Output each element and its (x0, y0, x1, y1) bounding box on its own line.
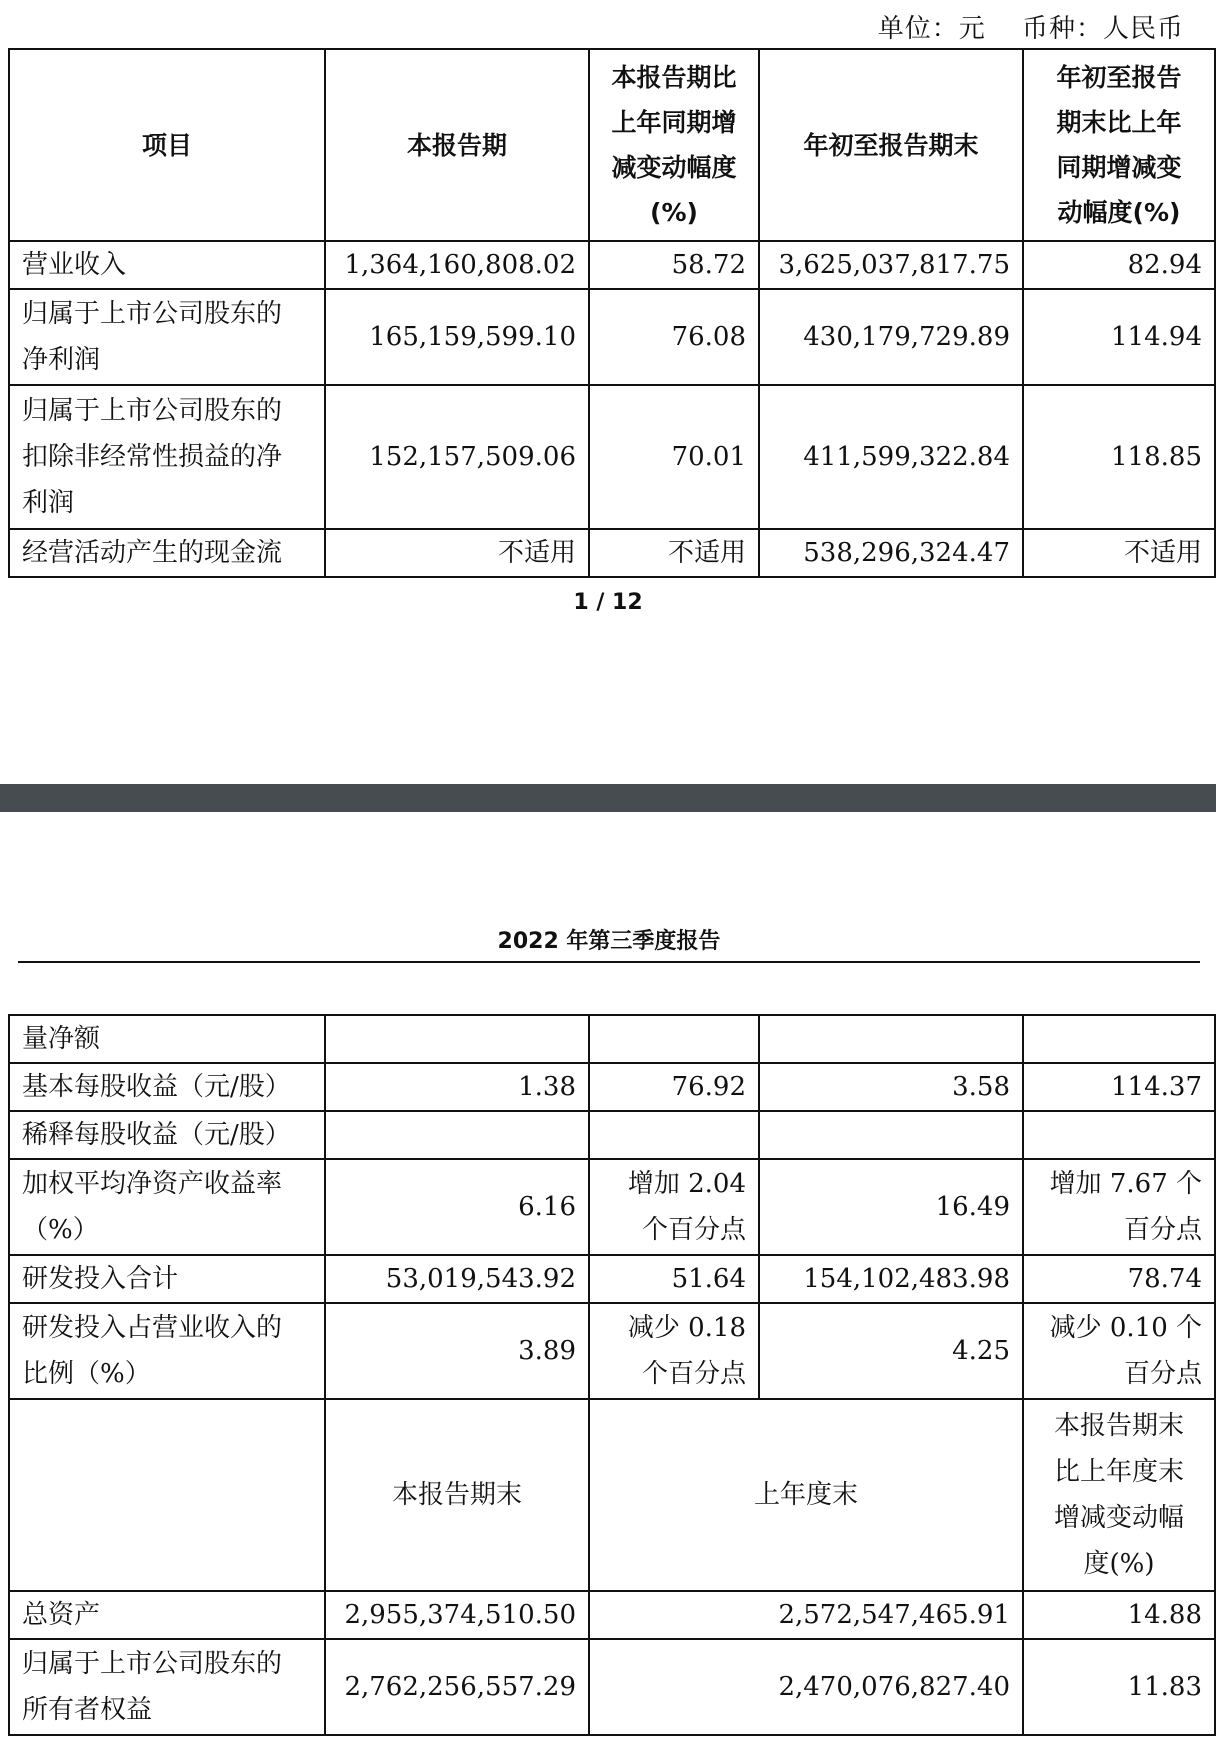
value-line: 百分点 (1123, 1215, 1202, 1245)
cell-ytd-change: 不适用 (1023, 529, 1215, 577)
cell-ytd: 430,179,729.89 (759, 289, 1023, 385)
cell-ytd-change: 114.94 (1023, 289, 1215, 385)
cell-ytd-change: 82.94 (1023, 241, 1215, 289)
row-item (9, 1255, 325, 1303)
cell-current-period: 165,159,599.10 (325, 289, 589, 385)
item-line: 研发投入占营业收入的 (22, 1313, 283, 1343)
header-line: 减变动幅度 (611, 153, 737, 182)
value-line: 增加 2.04 (627, 1169, 746, 1199)
item-line: 扣除非经常性损益的净 (22, 442, 283, 472)
row-item (9, 289, 325, 385)
row-item (9, 1063, 325, 1111)
cell-end-of-period: 2,762,256,557.29 (325, 1639, 589, 1735)
header-line: 动幅度(%) (1057, 198, 1181, 227)
header-line: (%) (650, 198, 698, 227)
row-item (9, 1639, 325, 1735)
cell-current-period: 3.89 (325, 1303, 589, 1399)
row-item (9, 1591, 325, 1639)
cell-ytd: 3.58 (759, 1063, 1023, 1111)
value-line: 76.92 (671, 1072, 746, 1102)
value-line: 百分点 (1123, 1359, 1202, 1389)
item-line: 基本每股收益（元/股） (22, 1072, 291, 1102)
cell-current-change: 76.08 (589, 289, 759, 385)
unit-currency-note: 单位：元 币种：人民币 (877, 14, 1184, 44)
value-line: 78.74 (1127, 1264, 1202, 1294)
cell-ytd: 4.25 (759, 1303, 1023, 1399)
value-line: 个百分点 (641, 1359, 746, 1389)
cell-current-period: 152,157,509.06 (325, 385, 589, 529)
cell-end-of-period: 2,955,374,510.50 (325, 1591, 589, 1639)
value-line: 增加 7.67 个 (1049, 1169, 1202, 1199)
header-line: 期末比上年 (1056, 108, 1182, 137)
cell-current-period (325, 1111, 589, 1159)
item-line: 经营活动产生的现金流 (22, 538, 283, 568)
cell-ytd (759, 1111, 1023, 1159)
row-item (9, 1159, 325, 1255)
row-item (9, 1111, 325, 1159)
cell-current-change: 58.72 (589, 241, 759, 289)
item-line: 营业收入 (22, 250, 127, 280)
row-item (9, 529, 325, 577)
cell-ytd-change (1023, 1015, 1215, 1063)
row-item (9, 385, 325, 529)
header-ytd: 年初至报告期末 (759, 49, 1023, 241)
cell-current-change (589, 1063, 759, 1111)
cell-ytd-change: 118.85 (1023, 385, 1215, 529)
cell-current-period: 1,364,160,808.02 (325, 241, 589, 289)
cell-ytd: 538,296,324.47 (759, 529, 1023, 577)
cell-current-period: 1.38 (325, 1063, 589, 1111)
cell-current-period (325, 1015, 589, 1063)
cell-current-period: 不适用 (325, 529, 589, 577)
cell-ytd: 3,625,037,817.75 (759, 241, 1023, 289)
page-number: 1 / 12 (573, 590, 643, 615)
cell-current-change: 70.01 (589, 385, 759, 529)
balance-header-item (9, 1399, 325, 1591)
header-end-of-period: 本报告期末 (325, 1399, 589, 1591)
cell-current-change (589, 1111, 759, 1159)
financial-summary-table (8, 48, 1216, 578)
table-row (9, 1303, 1215, 1399)
row-item (9, 1015, 325, 1063)
table-row (9, 1111, 1215, 1159)
table-header-row (9, 49, 1215, 241)
item-line: （%） (22, 1215, 99, 1245)
item-line: 比例（%） (22, 1359, 151, 1389)
table-row (9, 385, 1215, 529)
cell-ytd (759, 1015, 1023, 1063)
item-line: 利润 (22, 488, 75, 518)
header-line: 比上年度末 (1053, 1457, 1184, 1487)
table-row (9, 1591, 1215, 1639)
cell-current-period: 53,019,543.92 (325, 1255, 589, 1303)
cell-current-change (589, 1015, 759, 1063)
cell-ytd: 411,599,322.84 (759, 385, 1023, 529)
cell-ytd-change (1023, 1303, 1215, 1399)
item-line: 所有者权益 (22, 1695, 153, 1725)
header-line: 本报告期末 (1053, 1411, 1184, 1441)
header-line: 度(%) (1083, 1549, 1155, 1579)
header-line: 年初至报告 (1056, 63, 1182, 92)
value-line: 51.64 (671, 1264, 746, 1294)
value-line: 个百分点 (641, 1215, 746, 1245)
cell-ytd-change (1023, 1159, 1215, 1255)
value-line: 减少 0.18 (627, 1313, 746, 1343)
item-line: 量净额 (22, 1024, 101, 1054)
table-row (9, 289, 1215, 385)
cell-ytd-change (1023, 1111, 1215, 1159)
header-line: 上年同期增 (611, 108, 737, 137)
cell-ytd-change (1023, 1063, 1215, 1111)
cell-balance-change: 14.88 (1023, 1591, 1215, 1639)
item-line: 归属于上市公司股东的 (22, 299, 283, 329)
row-item (9, 1303, 325, 1399)
cell-current-change: 不适用 (589, 529, 759, 577)
balance-header-row (9, 1399, 1215, 1591)
cell-ytd: 154,102,483.98 (759, 1255, 1023, 1303)
value-line: 减少 0.10 个 (1049, 1313, 1202, 1343)
table-row (9, 529, 1215, 577)
item-line: 稀释每股收益（元/股） (22, 1120, 291, 1150)
header-prior-year-end: 上年度末 (589, 1399, 1023, 1591)
header-balance-change (1023, 1399, 1215, 1591)
item-line: 净利润 (22, 345, 101, 375)
item-line: 归属于上市公司股东的 (22, 1649, 283, 1679)
cell-current-period: 6.16 (325, 1159, 589, 1255)
table-row (9, 241, 1215, 289)
cell-prior-year-end: 2,572,547,465.91 (589, 1591, 1023, 1639)
item-line: 加权平均净资产收益率 (22, 1169, 283, 1199)
header-current-change (589, 49, 759, 241)
header-line: 增减变动幅 (1053, 1503, 1184, 1533)
cell-balance-change: 11.83 (1023, 1639, 1215, 1735)
cell-prior-year-end: 2,470,076,827.40 (589, 1639, 1023, 1735)
page-separator (0, 784, 1216, 812)
item-line: 归属于上市公司股东的 (22, 396, 283, 426)
header-item: 项目 (9, 49, 325, 241)
row-item (9, 241, 325, 289)
header-line: 同期增减变 (1056, 153, 1182, 182)
cell-ytd-change (1023, 1255, 1215, 1303)
cell-current-change (589, 1159, 759, 1255)
cell-current-change (589, 1303, 759, 1399)
item-line: 总资产 (22, 1600, 101, 1630)
cell-ytd: 16.49 (759, 1159, 1023, 1255)
table-row (9, 1063, 1215, 1111)
table-row (9, 1015, 1215, 1063)
header-current-period: 本报告期 (325, 49, 589, 241)
financial-summary-table-continued (8, 1014, 1216, 1736)
cell-current-change (589, 1255, 759, 1303)
table-row (9, 1639, 1215, 1735)
header-line: 本报告期比 (611, 63, 737, 92)
report-header: 2022 年第三季度报告 (18, 924, 1200, 963)
header-ytd-change (1023, 49, 1215, 241)
value-line: 114.37 (1111, 1072, 1202, 1102)
item-line: 研发投入合计 (22, 1264, 179, 1294)
table-row (9, 1159, 1215, 1255)
table-row (9, 1255, 1215, 1303)
